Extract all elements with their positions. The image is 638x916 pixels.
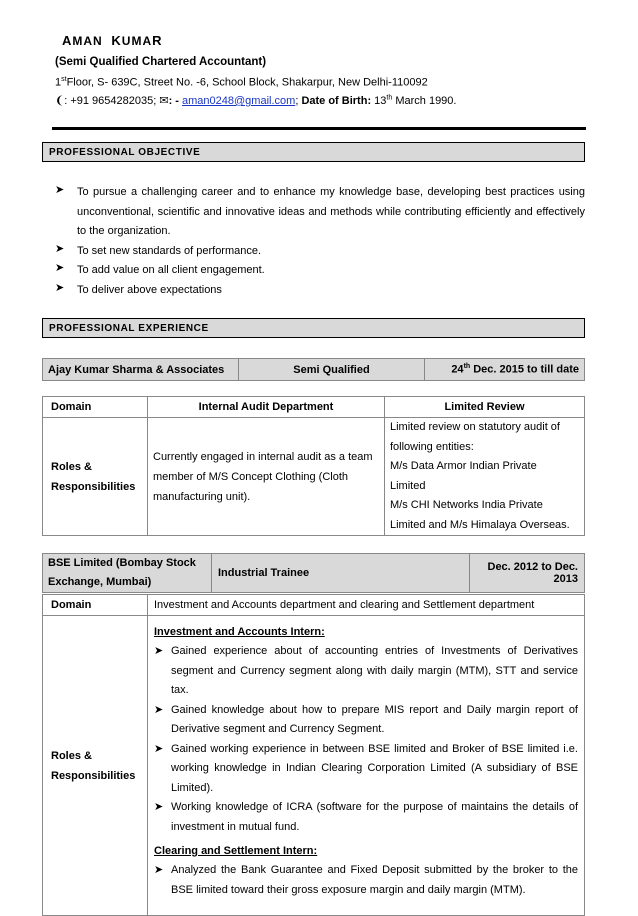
roles-text: Currently engaged in internal audit as a team member of M/S Concept Clothing (Cloth manufacturing unit). <box>148 418 385 536</box>
job1-header <box>42 358 585 381</box>
job2-roles-content <box>148 616 585 916</box>
list-item: ➤ Gained experience about of accounting entries of Investments of Derivatives segment and Currency segment along with daily margin (MTM), STT and service tax. <box>154 642 578 701</box>
col-review: Limited Review <box>385 397 585 418</box>
list-item: ➤ Analyzed the Bank Guarantee and Fixed Deposit submitted by the broker to the BSE limited toward their gross exposure margin and daily margin (MTM). <box>154 861 578 900</box>
job2-header <box>42 553 585 593</box>
candidate-name: AMAN KUMAR <box>62 33 163 48</box>
job1-status: Semi Qualified <box>239 359 425 381</box>
job2-domain-label: Domain <box>43 595 148 616</box>
arrow-bullet-icon: ➤ <box>154 864 164 876</box>
arrow-bullet-icon: ➤ <box>55 242 65 255</box>
arrow-bullet-icon: ➤ <box>154 703 164 716</box>
job1-employer: Ajay Kumar Sharma & Associates <box>43 359 239 381</box>
arrow-bullet-icon: ➤ <box>55 262 65 274</box>
email-link[interactable]: aman0248@gmail.com <box>182 95 296 107</box>
arrow-bullet-icon: ➤ <box>55 184 65 196</box>
col-department: Internal Audit Department <box>148 397 385 418</box>
section-objective: PROFESSIONAL OBJECTIVE <box>42 142 585 162</box>
arrow-bullet-icon: ➤ <box>154 801 164 813</box>
mail-icon: ✉ <box>159 95 169 107</box>
section-experience: PROFESSIONAL EXPERIENCE <box>42 318 585 338</box>
roles-label: Roles & Responsibilities <box>43 418 148 536</box>
list-item: ➤ To set new standards of performance. <box>55 242 262 257</box>
sub1-title: Investment and Accounts Intern: <box>154 626 325 638</box>
phone-icon: ❨ <box>55 95 65 107</box>
job1-details <box>42 396 585 536</box>
sub2-title: Clearing and Settlement Intern: <box>154 845 318 857</box>
col-domain: Domain <box>43 397 148 418</box>
job2-role: Industrial Trainee <box>212 554 470 593</box>
list-item: ➤ Working knowledge of ICRA (software for the purpose of maintains the details of investment in mutual fund. <box>154 798 578 837</box>
header-divider <box>52 127 586 130</box>
job2-details <box>42 594 585 916</box>
job2-period: Dec. 2012 to Dec. 2013 <box>470 554 585 593</box>
job2-employer: BSE Limited (Bombay Stock Exchange, Mumbai) <box>43 554 212 593</box>
list-item: ➤ To add value on all client engagement. <box>55 262 265 276</box>
objective-list <box>55 183 585 300</box>
arrow-bullet-icon: ➤ <box>154 742 164 755</box>
dob-label: Date of Birth: <box>301 95 372 107</box>
list-item: ➤ To deliver above expectations <box>55 281 222 296</box>
job1-period: 24th Dec. 2015 to till date <box>425 359 585 381</box>
phone-number: +91 9654282035; <box>70 95 157 107</box>
list-item: ➤ Gained knowledge about how to prepare MIS report and Daily margin report of Derivative segment and Currency Segment. <box>154 701 578 740</box>
review-text: Limited review on statutory audit of following entities: M/s Data Armor Indian Private Limited M/s CHI Networks India Private Limited and M/s Himalaya Overseas. <box>385 418 585 536</box>
list-item: ➤ To pursue a challenging career and to enhance my knowledge base, developing best practices using unconventional, scientific and innovative ideas and methods while contributing efficiently and effectively to the organization. <box>55 184 585 237</box>
arrow-bullet-icon: ➤ <box>154 645 164 657</box>
job2-domain-value: Investment and Accounts department and clearing and Settlement department <box>148 595 585 616</box>
job2-roles-label: Roles & Responsibilities <box>43 616 148 916</box>
candidate-title: (Semi Qualified Chartered Accountant) <box>55 56 267 68</box>
list-item: ➤ Gained working experience in between BSE limited and Broker of BSE limited i.e. working knowledge in Indian Clearing Corporation Limited (A subsidiary of BSE Limited). <box>154 740 578 799</box>
address: 1stFloor, S- 639C, Street No. -6, School Block, Shakarpur, New Delhi-110092 <box>55 76 428 89</box>
contact-line: ❨: +91 9654282035; ✉: - aman0248@gmail.com; Date of Birth: 13th March 1990. <box>55 94 457 107</box>
arrow-bullet-icon: ➤ <box>55 281 65 294</box>
